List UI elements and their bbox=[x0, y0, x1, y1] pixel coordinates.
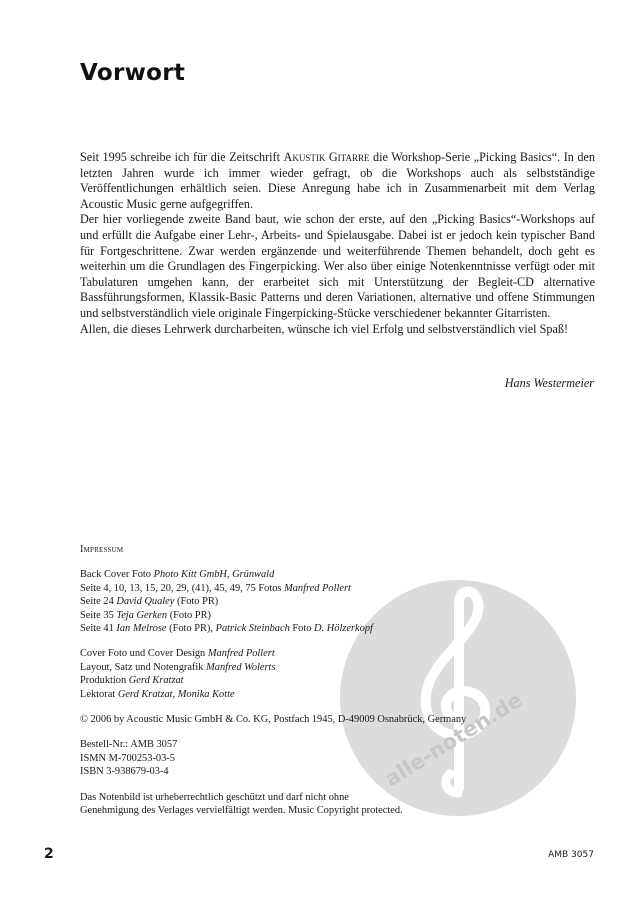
imprint-section bbox=[80, 543, 560, 830]
page-title: Vorwort bbox=[80, 60, 186, 86]
foreword-paragraph-2: Der hier vorliegende zweite Band baut, wie schon der erste, auf den „Picking Basics“-Workshops auf und erfüllt die Aufgabe einer Lehr-, Arbeits- und Spielausgabe. Dabei ist er jedoch kein typischer Band für Fortgeschrittene. Zwar werden ergänzende und weiterführende Themen behandelt, doch geht es weiterhin um die Grundlagen des Fingerpicking. Wer also über einige Notenkenntnisse verfügt oder mit Tabulaturen umgehen kann, der erarbeitet sich mit Unterstützung der Begleit-CD alternative Bassführungsformen, Klassik-Basic Patterns und deren Variationen, alternative und offene Stimmungen und selbstverständlich viele originale Fingerpicking-Stücke verschiedener bekannter Gitarristen. bbox=[80, 212, 595, 320]
production-credits bbox=[80, 647, 560, 701]
isbn-number: ISBN 3-938679-03-4 bbox=[80, 766, 169, 778]
credit-line: Seite 24 David Qualey (Foto PR) bbox=[80, 596, 219, 608]
foreword-text bbox=[80, 150, 595, 337]
credit-line: Seite 41 Ian Melrose (Foto PR), Patrick Steinbach Foto D. Hölzerkopf bbox=[80, 623, 373, 635]
magazine-name: Akustik Gitarre bbox=[283, 150, 370, 164]
page-number: 2 bbox=[44, 846, 54, 862]
credit-line: Cover Foto und Cover Design Manfred Pollert bbox=[80, 648, 275, 660]
credit-line: Seite 35 Teja Gerken (Foto PR) bbox=[80, 609, 211, 621]
paragraph-text: die Workshop-Serie „Picking Basics“. In den letzten Jahren wurde ich immer wieder gefragt, ob die Workshops auch als selbstständige Veröffentlichungen erhältlich seien. Diese Anregung habe ich in Zusammenarbeit mit dem Verlag Acoustic Music gerne aufgegriffen. bbox=[80, 150, 595, 211]
product-numbers bbox=[80, 738, 560, 778]
photo-credits bbox=[80, 568, 560, 635]
imprint-heading: Impressum bbox=[80, 544, 124, 555]
foreword-paragraph-3: Allen, die dieses Lehrwerk durcharbeiten, wünsche ich viel Erfolg und selbstverständlich viel Spaß! bbox=[80, 321, 569, 336]
order-number: Bestell-Nr.: AMB 3057 bbox=[80, 739, 178, 751]
paragraph-text: Seit 1995 schreibe ich für die Zeitschrift bbox=[80, 150, 284, 164]
author-signature: Hans Westermeier bbox=[504, 376, 594, 390]
credit-line: Layout, Satz und Notengrafik Manfred Wolerts bbox=[80, 661, 276, 673]
credit-line: Produktion Gerd Kratzat bbox=[80, 675, 184, 687]
credit-line: Seite 4, 10, 13, 15, 20, 29, (41), 45, 49, 75 Fotos Manfred Pollert bbox=[80, 582, 351, 594]
watermark-text: alle-noten.de bbox=[380, 687, 527, 792]
credit-line: Back Cover Foto Photo Kitt GmbH, Grünwald bbox=[80, 569, 275, 581]
catalog-code: AMB 3057 bbox=[548, 850, 594, 860]
copyright-notice: © 2006 by Acoustic Music GmbH & Co. KG, Postfach 1945, D-49009 Osnabrück, Germany bbox=[80, 714, 467, 726]
foreword-paragraph-1 bbox=[80, 150, 595, 212]
legal-notice: Das Notenbild ist urheberrechtlich geschützt und darf nicht ohne Genehmigung des Verlages vervielfältigt werden. Music Copyright protected. bbox=[80, 791, 403, 817]
credit-line: Lektorat Gerd Kratzat, Monika Kotte bbox=[80, 688, 235, 700]
ismn-number: ISMN M-700253-03-5 bbox=[80, 752, 175, 764]
